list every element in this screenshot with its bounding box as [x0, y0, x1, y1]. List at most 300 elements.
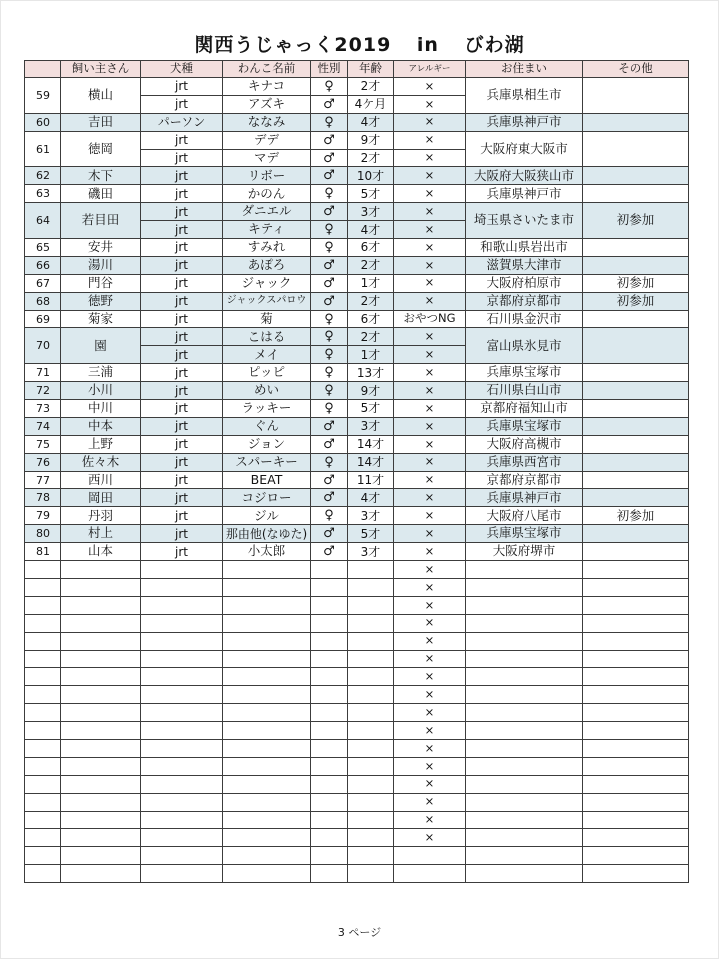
dog-name — [223, 829, 311, 847]
dog-age: 10才 — [348, 167, 394, 185]
owner-name — [61, 739, 141, 757]
dog-age: 2才 — [348, 78, 394, 96]
owner-address — [466, 829, 583, 847]
owner-address — [466, 650, 583, 668]
owner-address: 京都府京都市 — [466, 292, 583, 310]
owner-name: 徳岡 — [61, 131, 141, 167]
table-row — [25, 400, 689, 418]
dog-age — [348, 632, 394, 650]
dog-age — [348, 668, 394, 686]
dog-sex: ♂ — [311, 149, 348, 167]
entry-number — [25, 686, 61, 704]
dog-age — [348, 722, 394, 740]
other-note — [583, 453, 689, 471]
entry-number — [25, 632, 61, 650]
dog-age: 14才 — [348, 435, 394, 453]
dog-breed — [141, 704, 223, 722]
dog-allergy: × — [394, 95, 466, 113]
dog-age: 4才 — [348, 489, 394, 507]
other-note: 初参加 — [583, 292, 689, 310]
dog-allergy: × — [394, 578, 466, 596]
header-cell-breed: 犬種 — [141, 61, 223, 78]
table-row — [25, 489, 689, 507]
dog-allergy — [394, 865, 466, 883]
table-row — [25, 686, 689, 704]
entry-number — [25, 757, 61, 775]
dog-sex: ♂ — [311, 256, 348, 274]
dog-allergy: × — [394, 561, 466, 579]
dog-allergy: × — [394, 543, 466, 561]
dog-breed — [141, 561, 223, 579]
dog-age: 4才 — [348, 221, 394, 239]
table-row — [25, 543, 689, 561]
other-note — [583, 382, 689, 400]
entry-number — [25, 865, 61, 883]
dog-sex: ♂ — [311, 167, 348, 185]
dog-age: 9才 — [348, 131, 394, 149]
owner-name — [61, 865, 141, 883]
dog-breed — [141, 793, 223, 811]
other-note — [583, 364, 689, 382]
dog-age: 14才 — [348, 453, 394, 471]
entry-number: 63 — [25, 185, 61, 203]
dog-age — [348, 829, 394, 847]
dog-name: ぐん — [223, 417, 311, 435]
dog-breed: jrt — [141, 346, 223, 364]
owner-name: 佐々木 — [61, 453, 141, 471]
header-cell-age: 年齢 — [348, 61, 394, 78]
owner-address — [466, 686, 583, 704]
owner-name — [61, 722, 141, 740]
owner-name — [61, 829, 141, 847]
dog-sex — [311, 793, 348, 811]
table-row — [25, 167, 689, 185]
dog-sex: ♂ — [311, 417, 348, 435]
entry-number: 81 — [25, 543, 61, 561]
owner-address — [466, 757, 583, 775]
entry-number: 60 — [25, 113, 61, 131]
other-note — [583, 489, 689, 507]
dog-name — [223, 614, 311, 632]
other-note — [583, 686, 689, 704]
other-note — [583, 131, 689, 167]
owner-address: 大阪府高槻市 — [466, 435, 583, 453]
other-note — [583, 811, 689, 829]
table-row — [25, 865, 689, 883]
dog-breed — [141, 632, 223, 650]
dog-name: ジャック — [223, 274, 311, 292]
dog-breed: jrt — [141, 453, 223, 471]
dog-breed: jrt — [141, 221, 223, 239]
dog-age — [348, 578, 394, 596]
dog-allergy: × — [394, 722, 466, 740]
dog-age — [348, 811, 394, 829]
dog-name: ラッキー — [223, 400, 311, 418]
dog-name — [223, 722, 311, 740]
dog-allergy: × — [394, 453, 466, 471]
dog-breed: jrt — [141, 274, 223, 292]
dog-name — [223, 578, 311, 596]
dog-name — [223, 686, 311, 704]
owner-address — [466, 739, 583, 757]
entry-number: 78 — [25, 489, 61, 507]
other-note — [583, 632, 689, 650]
dog-breed: jrt — [141, 328, 223, 346]
owner-address — [466, 596, 583, 614]
dog-allergy: × — [394, 435, 466, 453]
dog-age: 2才 — [348, 149, 394, 167]
dog-name — [223, 847, 311, 865]
dog-age: 5才 — [348, 185, 394, 203]
owner-address: 京都府福知山市 — [466, 400, 583, 418]
owner-name — [61, 596, 141, 614]
dog-allergy: × — [394, 292, 466, 310]
owner-name: 湯川 — [61, 256, 141, 274]
owner-name — [61, 757, 141, 775]
dog-name — [223, 793, 311, 811]
table-row — [25, 203, 689, 221]
header-cell-address: お住まい — [466, 61, 583, 78]
dog-age — [348, 757, 394, 775]
owner-name — [61, 614, 141, 632]
other-note — [583, 561, 689, 579]
dog-age — [348, 686, 394, 704]
table-row — [25, 113, 689, 131]
dog-sex: ♀ — [311, 310, 348, 328]
dog-sex — [311, 668, 348, 686]
table-row — [25, 274, 689, 292]
dog-name — [223, 704, 311, 722]
owner-name — [61, 847, 141, 865]
entry-number: 67 — [25, 274, 61, 292]
owner-name: 上野 — [61, 435, 141, 453]
dog-breed — [141, 847, 223, 865]
dog-sex — [311, 596, 348, 614]
dog-sex — [311, 757, 348, 775]
dog-breed: jrt — [141, 131, 223, 149]
dog-sex: ♂ — [311, 274, 348, 292]
dog-name — [223, 650, 311, 668]
dog-allergy: × — [394, 614, 466, 632]
owner-name: 吉田 — [61, 113, 141, 131]
dog-name: リボー — [223, 167, 311, 185]
dog-breed — [141, 829, 223, 847]
dog-sex — [311, 847, 348, 865]
dog-age: 6才 — [348, 310, 394, 328]
other-note — [583, 400, 689, 418]
entry-number: 72 — [25, 382, 61, 400]
dog-breed: jrt — [141, 78, 223, 96]
dog-sex: ♂ — [311, 131, 348, 149]
header-row — [25, 61, 689, 78]
table-row — [25, 722, 689, 740]
dog-age: 3才 — [348, 543, 394, 561]
dog-sex: ♀ — [311, 346, 348, 364]
dog-sex — [311, 578, 348, 596]
dog-sex — [311, 614, 348, 632]
dog-age: 2才 — [348, 328, 394, 346]
owner-name: 木下 — [61, 167, 141, 185]
table-row — [25, 650, 689, 668]
dog-sex: ♂ — [311, 95, 348, 113]
dog-allergy: × — [394, 525, 466, 543]
table-row — [25, 364, 689, 382]
entry-number — [25, 829, 61, 847]
owner-address — [466, 793, 583, 811]
table-row — [25, 507, 689, 525]
entry-number — [25, 739, 61, 757]
dog-name — [223, 596, 311, 614]
owner-address: 兵庫県西宮市 — [466, 453, 583, 471]
entry-number: 66 — [25, 256, 61, 274]
dog-allergy: × — [394, 632, 466, 650]
dog-name — [223, 865, 311, 883]
owner-address: 兵庫県相生市 — [466, 78, 583, 114]
dog-sex — [311, 775, 348, 793]
dog-sex: ♀ — [311, 364, 348, 382]
dog-breed: jrt — [141, 203, 223, 221]
dog-allergy: × — [394, 78, 466, 96]
entry-number — [25, 668, 61, 686]
owner-address: 大阪府東大阪市 — [466, 131, 583, 167]
dog-breed: jrt — [141, 471, 223, 489]
dog-name — [223, 561, 311, 579]
header-cell-number — [25, 61, 61, 78]
table-row — [25, 561, 689, 579]
entry-number — [25, 650, 61, 668]
other-note: 初参加 — [583, 507, 689, 525]
dog-allergy: × — [394, 793, 466, 811]
dog-age — [348, 650, 394, 668]
dog-age: 1才 — [348, 274, 394, 292]
owner-name: 門谷 — [61, 274, 141, 292]
other-note: 初参加 — [583, 274, 689, 292]
dog-age: 6才 — [348, 239, 394, 257]
table-row — [25, 668, 689, 686]
owner-name — [61, 775, 141, 793]
table-row — [25, 256, 689, 274]
dog-breed — [141, 686, 223, 704]
header-cell-sex: 性別 — [311, 61, 348, 78]
other-note — [583, 757, 689, 775]
dog-sex — [311, 561, 348, 579]
owner-name — [61, 668, 141, 686]
dog-breed — [141, 668, 223, 686]
owner-address: 大阪府大阪狭山市 — [466, 167, 583, 185]
header-cell-dog-name: わんこ名前 — [223, 61, 311, 78]
owner-address — [466, 614, 583, 632]
dog-breed — [141, 757, 223, 775]
table-row — [25, 614, 689, 632]
dog-allergy: × — [394, 167, 466, 185]
dog-allergy: × — [394, 113, 466, 131]
dog-sex — [311, 722, 348, 740]
other-note — [583, 650, 689, 668]
dog-breed — [141, 739, 223, 757]
dog-allergy: × — [394, 221, 466, 239]
entry-number: 80 — [25, 525, 61, 543]
table-row — [25, 435, 689, 453]
table-row — [25, 239, 689, 257]
dog-age: 2才 — [348, 292, 394, 310]
entry-number — [25, 793, 61, 811]
dog-name: 那由他(なゆた) — [223, 525, 311, 543]
owner-address — [466, 847, 583, 865]
dog-breed — [141, 775, 223, 793]
dog-breed: jrt — [141, 310, 223, 328]
dog-name: ジャックスパロウ — [223, 292, 311, 310]
dog-breed — [141, 614, 223, 632]
other-note — [583, 775, 689, 793]
other-note — [583, 185, 689, 203]
dog-allergy: × — [394, 328, 466, 346]
entry-number — [25, 578, 61, 596]
owner-name: 小川 — [61, 382, 141, 400]
dog-sex — [311, 650, 348, 668]
other-note — [583, 543, 689, 561]
dog-name: ジョン — [223, 435, 311, 453]
entry-number: 77 — [25, 471, 61, 489]
dog-name — [223, 757, 311, 775]
owner-name — [61, 811, 141, 829]
dog-age: 5才 — [348, 525, 394, 543]
dog-sex: ♀ — [311, 453, 348, 471]
owner-name: 中川 — [61, 400, 141, 418]
other-note: 初参加 — [583, 203, 689, 239]
dog-name: ななみ — [223, 113, 311, 131]
dog-breed: jrt — [141, 364, 223, 382]
header-cell-owner: 飼い主さん — [61, 61, 141, 78]
owner-address: 兵庫県宝塚市 — [466, 525, 583, 543]
owner-name: 三浦 — [61, 364, 141, 382]
entry-number: 73 — [25, 400, 61, 418]
dog-sex — [311, 811, 348, 829]
dog-age: 13才 — [348, 364, 394, 382]
owner-name: 園 — [61, 328, 141, 364]
owner-address: 兵庫県宝塚市 — [466, 364, 583, 382]
dog-allergy: × — [394, 346, 466, 364]
table-row — [25, 453, 689, 471]
dog-age — [348, 775, 394, 793]
dog-age: 4才 — [348, 113, 394, 131]
page-number: 3 ページ — [337, 926, 382, 939]
table-row — [25, 596, 689, 614]
dog-name: キティ — [223, 221, 311, 239]
dog-breed: jrt — [141, 149, 223, 167]
other-note — [583, 256, 689, 274]
entry-number — [25, 811, 61, 829]
other-note — [583, 113, 689, 131]
other-note — [583, 704, 689, 722]
dog-age — [348, 704, 394, 722]
table-row — [25, 328, 689, 346]
table-body — [25, 78, 689, 883]
table-row — [25, 292, 689, 310]
registration-table — [24, 60, 689, 883]
dog-allergy: × — [394, 704, 466, 722]
entry-number: 62 — [25, 167, 61, 185]
other-note — [583, 668, 689, 686]
dog-age: 3才 — [348, 507, 394, 525]
dog-sex — [311, 739, 348, 757]
other-note — [583, 417, 689, 435]
dog-breed — [141, 650, 223, 668]
owner-name — [61, 632, 141, 650]
owner-address — [466, 811, 583, 829]
other-note — [583, 471, 689, 489]
other-note — [583, 435, 689, 453]
owner-name: 丹羽 — [61, 507, 141, 525]
owner-address — [466, 722, 583, 740]
owner-address — [466, 704, 583, 722]
dog-allergy: × — [394, 668, 466, 686]
dog-name: 小太郎 — [223, 543, 311, 561]
dog-breed: jrt — [141, 256, 223, 274]
dog-sex: ♂ — [311, 489, 348, 507]
other-note — [583, 328, 689, 364]
dog-name: 菊 — [223, 310, 311, 328]
table-row — [25, 78, 689, 96]
dog-sex: ♀ — [311, 400, 348, 418]
other-note — [583, 596, 689, 614]
dog-sex: ♀ — [311, 185, 348, 203]
owner-name: 岡田 — [61, 489, 141, 507]
dog-allergy: × — [394, 757, 466, 775]
dog-allergy: × — [394, 775, 466, 793]
owner-address: 大阪府堺市 — [466, 543, 583, 561]
dog-age — [348, 596, 394, 614]
dog-breed — [141, 578, 223, 596]
dog-sex: ♀ — [311, 328, 348, 346]
dog-sex — [311, 686, 348, 704]
dog-sex: ♂ — [311, 435, 348, 453]
dog-breed: jrt — [141, 400, 223, 418]
dog-name — [223, 775, 311, 793]
dog-age: 2才 — [348, 256, 394, 274]
owner-name — [61, 704, 141, 722]
dog-breed: jrt — [141, 167, 223, 185]
other-note — [583, 722, 689, 740]
owner-address: 石川県金沢市 — [466, 310, 583, 328]
owner-address: 大阪府八尾市 — [466, 507, 583, 525]
dog-allergy: × — [394, 417, 466, 435]
dog-sex — [311, 704, 348, 722]
entry-number: 65 — [25, 239, 61, 257]
dog-name: スパーキー — [223, 453, 311, 471]
other-note — [583, 239, 689, 257]
owner-address: 兵庫県神戸市 — [466, 185, 583, 203]
dog-breed: jrt — [141, 95, 223, 113]
dog-breed — [141, 811, 223, 829]
dog-allergy: × — [394, 489, 466, 507]
entry-number — [25, 704, 61, 722]
table-row — [25, 417, 689, 435]
other-note — [583, 578, 689, 596]
dog-breed — [141, 865, 223, 883]
dog-name: すみれ — [223, 239, 311, 257]
dog-name: メイ — [223, 346, 311, 364]
dog-breed: パーソン — [141, 113, 223, 131]
dog-name: めい — [223, 382, 311, 400]
dog-allergy: × — [394, 149, 466, 167]
header-cell-allergy: アレルギー — [394, 61, 466, 78]
other-note — [583, 739, 689, 757]
dog-breed: jrt — [141, 239, 223, 257]
other-note — [583, 167, 689, 185]
dog-allergy: × — [394, 400, 466, 418]
owner-name — [61, 578, 141, 596]
dog-sex — [311, 865, 348, 883]
